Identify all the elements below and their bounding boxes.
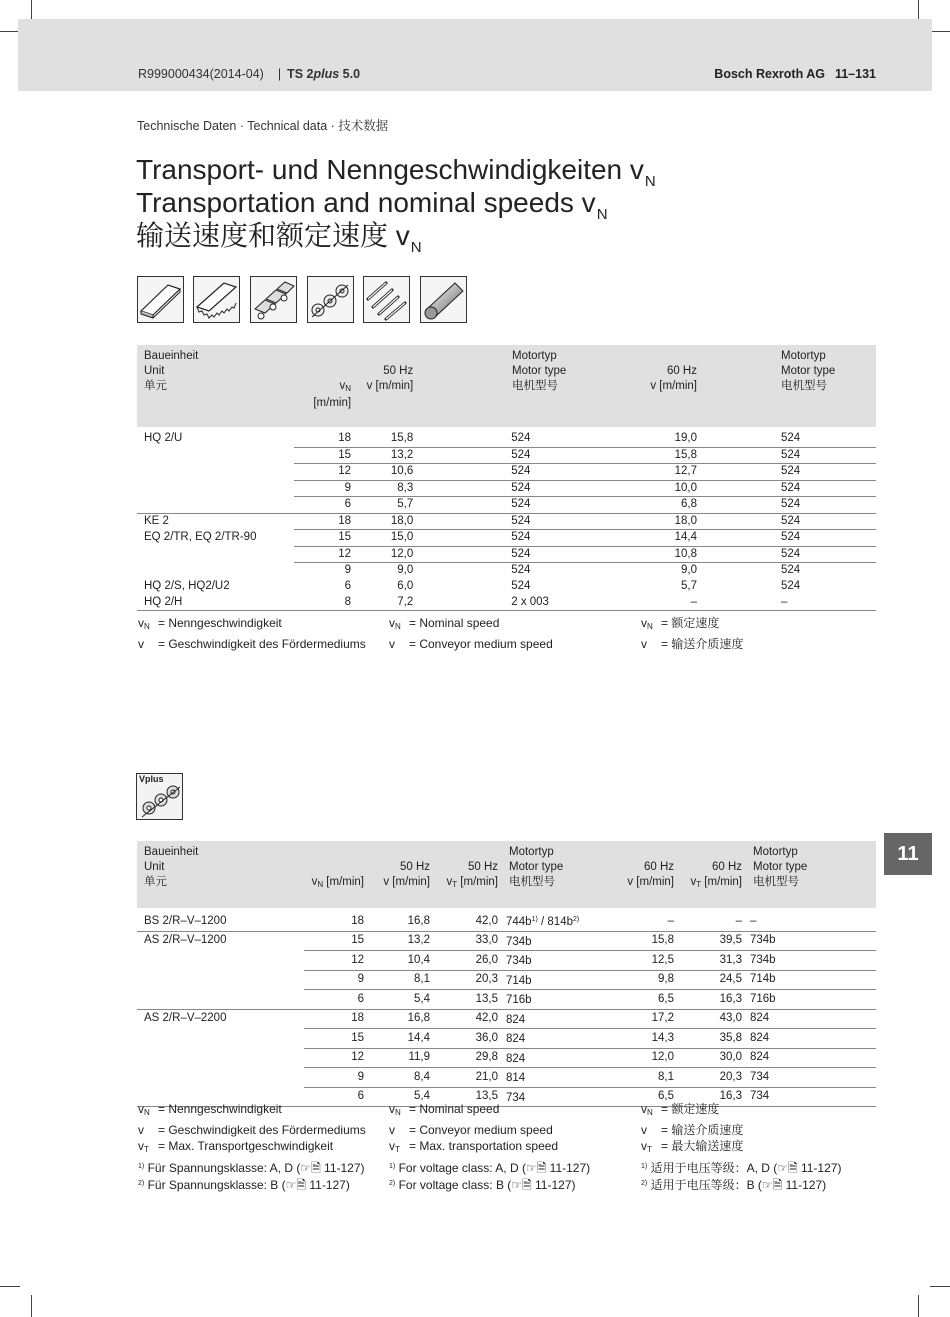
doc-number: R999000434: [138, 67, 210, 81]
cell-unit: [137, 464, 294, 481]
cell-vt60: 43,0: [678, 1009, 746, 1029]
cell-motor50: 524: [417, 427, 553, 447]
table-row: [137, 1048, 876, 1068]
crop-mark: [930, 1286, 950, 1287]
cell-motor50: 714b: [502, 970, 613, 990]
cell-unit: [137, 497, 294, 514]
table-row: [137, 970, 876, 990]
cell-vn: 12: [294, 464, 355, 481]
cell-v50: 12,0: [355, 546, 417, 563]
cell-v60: 6,5: [613, 1087, 678, 1107]
product-name: TS 2plus 5.0: [287, 67, 361, 81]
cell-motor60: –: [746, 908, 876, 931]
cell-vt50: 13,5: [434, 1087, 502, 1107]
cell-unit: [137, 480, 294, 497]
cell-vt60: 16,3: [678, 990, 746, 1010]
cell-vt50: 20,3: [434, 970, 502, 990]
table-row: [137, 990, 876, 1010]
cell-motor50: 524: [417, 513, 553, 530]
col-unit: Baueinheit Unit 单元: [137, 345, 294, 427]
vplus-label: Vplus: [139, 774, 164, 784]
cell-v50: 10,6: [355, 464, 417, 481]
chapter-tab[interactable]: 11: [884, 833, 932, 875]
cell-vt60: 16,3: [678, 1087, 746, 1107]
cell-vt60: 30,0: [678, 1048, 746, 1068]
cell-v50: 11,9: [368, 1048, 434, 1068]
cell-vt50: 13,5: [434, 990, 502, 1010]
speed-table-2: [137, 841, 876, 1107]
cell-vn: 15: [304, 1029, 368, 1049]
cell-unit: [137, 1029, 304, 1049]
cell-v60: 12,0: [613, 1048, 678, 1068]
cell-unit: BS 2/R–V–1200: [137, 908, 304, 931]
flat-top-chain-icon: [250, 276, 297, 323]
cell-motor50: 524: [417, 480, 553, 497]
cell-v60: 17,2: [613, 1009, 678, 1029]
col-vn: $v_N$ [m/min]: [294, 345, 355, 427]
page-number: 11–131: [834, 67, 876, 81]
cell-vn: 18: [294, 513, 355, 530]
cell-v60: 10,8: [553, 546, 701, 563]
legend-zh-1: $v_N$ = 额定速度 v = 输送介质速度: [641, 616, 744, 651]
cell-unit: EQ 2/TR, EQ 2/TR-90: [144, 531, 257, 543]
cell-unit: HQ 2/H: [137, 595, 294, 611]
col-vn: $v_N$ [m/min]: [304, 841, 368, 908]
cell-motor60: –: [701, 595, 876, 611]
col-50hz-motor-label: Motortyp Motor type 电机型号: [512, 350, 567, 392]
cell-v60: 9,0: [680, 564, 697, 576]
cell-motor60: 524: [701, 464, 876, 481]
crop-mark: [0, 1286, 20, 1287]
cell-v60: 15,8: [553, 447, 701, 464]
legend-en-2: $v_N$ = Nominal speed v = Conveyor medium speed $v_T$ = Max. transportation speed $^{1)}$ For voltage class: A, D (☞🗎 11-127) $^{2)}$ For voltage class: B (☞🗎 11-127): [389, 1102, 591, 1192]
col-60hz-vt: 60 Hz $v_T$ [m/min]: [678, 841, 746, 908]
cell-v60: 6,8: [553, 497, 701, 514]
cell-vn: 6: [304, 1087, 368, 1107]
cell-motor50: 524: [417, 464, 553, 481]
table-row: [137, 1068, 876, 1088]
toothed-belt-icon: [193, 276, 240, 323]
section-title: Technische Daten · Technical data · 技术数据: [137, 119, 389, 133]
cell-unit: [137, 563, 294, 579]
cell-vn: 18: [294, 427, 355, 447]
col-60hz-v: 60 Hz v [m/min]: [613, 841, 678, 908]
cell-motor60: 734: [746, 1068, 876, 1088]
cell-vn: 6: [294, 497, 355, 514]
cell-vt60: –: [678, 908, 746, 931]
cell-vn: 18: [304, 1009, 368, 1029]
cell-motor50: 524: [417, 530, 553, 547]
cell-unit: [137, 990, 304, 1010]
legend-zh-2: $v_N$ = 额定速度 v = 输送介质速度 $v_T$ = 最大输送速度 $^{1)}$ 适用于电压等级：A, D (☞🗎 11-127) $^{2)}$ 适用于电压等级：B (☞🗎 11-127): [641, 1102, 842, 1192]
table-row: [137, 480, 876, 497]
cell-unit: [137, 447, 294, 464]
cell-v50: 5,7: [355, 497, 417, 514]
company-name: Bosch Rexroth AG: [714, 67, 825, 81]
crop-mark: [31, 1295, 32, 1317]
cell-v60: –: [553, 595, 701, 611]
cell-v60: 15,8: [613, 931, 678, 951]
cell-motor50: 524: [417, 497, 553, 514]
cell-vt50: 42,0: [434, 908, 502, 931]
cell-v60: –: [613, 908, 678, 931]
table-row: [137, 931, 876, 951]
table-row: [137, 497, 876, 514]
doc-date: (2014-04): [209, 67, 264, 81]
cell-motor60: 716b: [746, 990, 876, 1010]
table-row: [137, 546, 876, 563]
cell-vn: 18: [304, 908, 368, 931]
cell-v50: 14,4: [368, 1029, 434, 1049]
cell-vt60: 24,5: [678, 970, 746, 990]
table-row: [137, 595, 876, 611]
cell-unit: [137, 1048, 304, 1068]
cell-v60: 19,0: [553, 427, 701, 447]
cell-v60: 14,4: [553, 530, 701, 547]
cell-motor50: 524: [511, 564, 531, 576]
table-row: [137, 563, 876, 579]
cell-vn: 12: [294, 546, 355, 563]
cell-v50: 8,3: [355, 480, 417, 497]
cell-motor60: 734b: [746, 951, 876, 971]
page-header-right: [714, 67, 876, 81]
cell-v50: 15,0: [355, 530, 417, 547]
cell-motor50: 734: [502, 1087, 613, 1107]
cell-motor60: 524: [780, 564, 801, 576]
cell-v60: 12,7: [553, 464, 701, 481]
cell-unit: AS 2/R–V–1200: [144, 934, 227, 947]
cell-motor60: 524: [701, 513, 876, 530]
cell-motor60: 524: [701, 497, 876, 514]
cell-vt50: 26,0: [434, 951, 502, 971]
flat-belt-icon: [137, 276, 184, 323]
table-row: [137, 1029, 876, 1049]
cell-v60: 10,0: [553, 480, 701, 497]
cell-motor50: $744b^{1)} / 814b^{2)}$: [502, 908, 613, 931]
page-header-left: R999000434(2014-04) | TS 2plus 5.0: [138, 67, 361, 81]
table-row: [137, 951, 876, 971]
roller-conveyor-icon: [363, 276, 410, 323]
table-row: [137, 1009, 876, 1029]
table-row: [137, 464, 876, 481]
cell-motor50: 524: [511, 579, 531, 592]
cell-motor50: 716b: [502, 990, 613, 1010]
cell-v60: 6,5: [613, 990, 678, 1010]
cell-v60: 18,0: [553, 513, 701, 530]
cell-vn: 15: [294, 530, 355, 547]
legend-de-1: $v_N$ = Nenngeschwindigkeit v = Geschwindigkeit des Fördermediums: [138, 616, 366, 651]
cell-v50: 7,2: [355, 595, 417, 611]
cell-v50: 15,8: [355, 427, 417, 447]
table-row: [137, 530, 876, 547]
cell-unit: AS 2/R–V–2200: [144, 1012, 227, 1025]
cell-vt60: 20,3: [678, 1068, 746, 1088]
cell-v50: 8,4: [368, 1068, 434, 1088]
col-60hz-motor: Motortyp Motor type 电机型号: [746, 841, 876, 908]
cell-v50: 5,4: [368, 1087, 434, 1107]
cell-vn: 6: [344, 579, 352, 592]
cell-motor60: 824: [746, 1029, 876, 1049]
cell-v50: 16,8: [368, 1009, 434, 1029]
cell-v50: 8,1: [368, 970, 434, 990]
page-title-de: Transport- und Nenngeschwindigkeiten $v_N$: [136, 154, 656, 190]
cell-vt50: 42,0: [434, 1009, 502, 1029]
cell-motor50: 824: [502, 1048, 613, 1068]
cell-unit: HQ 2/U: [144, 432, 183, 445]
crop-mark: [918, 1295, 919, 1317]
cell-v50: 13,2: [368, 931, 434, 951]
legend-de-2: $v_N$ = Nenngeschwindigkeit v = Geschwindigkeit des Fördermediums $v_T$ = Max. Transportgeschwindigkeit $^{1)}$ Für Spannungsklasse: A, D (☞🗎 11-127) $^{2)}$ Für Spannungsklasse: B (☞🗎 11-127): [138, 1102, 366, 1192]
cell-vn: 6: [304, 990, 368, 1010]
cell-motor50: 824: [502, 1009, 613, 1029]
col-50hz-vt: 50 Hz $v_T$ [m/min]: [434, 841, 502, 908]
cell-v50: 16,8: [368, 908, 434, 931]
cell-motor60: 824: [746, 1009, 876, 1029]
cell-motor60: 714b: [746, 970, 876, 990]
col-60hz-v: 60 Hz v [m/min]: [553, 345, 701, 427]
table-row: [137, 513, 876, 530]
cell-unit: [137, 546, 294, 563]
cell-unit: [137, 1068, 304, 1088]
cell-vn: 15: [294, 447, 355, 464]
cell-v50: 9,0: [397, 564, 414, 576]
cell-vn: 9: [304, 1068, 368, 1088]
page-title-en: Transportation and nominal speeds $v_N$: [136, 187, 608, 223]
cell-v60: 12,5: [613, 951, 678, 971]
cell-vt50: 21,0: [434, 1068, 502, 1088]
speed-table-1: [137, 345, 876, 611]
col-60hz-motor: Motortyp Motor type 电机型号: [701, 345, 876, 427]
cell-v60: 5,7: [680, 579, 697, 592]
cell-v50: 13,2: [355, 447, 417, 464]
cell-motor50: 824: [502, 1029, 613, 1049]
cell-motor60: 524: [701, 530, 876, 547]
cell-v60: 9,8: [613, 970, 678, 990]
table-row: [137, 579, 876, 595]
cell-v50: 10,4: [368, 951, 434, 971]
cell-motor60: 524: [701, 427, 876, 447]
cell-vt60: 31,3: [678, 951, 746, 971]
cell-unit: HQ 2/S, HQ2/U2: [144, 579, 230, 592]
cell-motor50: 2 x 003: [417, 595, 553, 611]
cell-motor50: 524: [417, 447, 553, 464]
cell-vt50: 33,0: [434, 931, 502, 951]
cell-vt60: 39,5: [678, 931, 746, 951]
table-row: [137, 908, 876, 931]
cell-motor60: 824: [746, 1048, 876, 1068]
cell-vn: 9: [344, 564, 352, 576]
table-header-row: [137, 841, 876, 908]
cell-vt50: 36,0: [434, 1029, 502, 1049]
col-50hz-v: 50 Hz v [m/min]: [355, 345, 417, 427]
round-belt-icon: [420, 276, 467, 323]
cell-motor60: 524: [780, 579, 801, 592]
cell-vn: 9: [304, 970, 368, 990]
cell-v60: 14,3: [613, 1029, 678, 1049]
cell-vn: 12: [304, 951, 368, 971]
cell-v50: 6,0: [397, 579, 414, 592]
cell-vn: 12: [304, 1048, 368, 1068]
cell-motor50: 734b: [502, 931, 613, 951]
cell-motor50: 734b: [502, 951, 613, 971]
cell-vn: 8: [294, 595, 355, 611]
vplus-chain-icon: [136, 773, 183, 820]
page-title-zh: 输送速度和额定速度 $v_N$: [136, 220, 422, 256]
cell-unit: [137, 970, 304, 990]
cell-unit: [137, 951, 304, 971]
col-unit: Baueinheit Unit 单元: [137, 841, 304, 908]
col-50hz-motor: Motortyp Motor type 电机型号: [502, 841, 613, 908]
col-50hz-v: 50 Hz v [m/min]: [368, 841, 434, 908]
crop-mark: [930, 31, 950, 32]
cell-vn: 9: [294, 480, 355, 497]
crop-mark: [0, 31, 20, 32]
cell-v50: 5,4: [368, 990, 434, 1010]
cell-motor50: 524: [417, 546, 553, 563]
cell-motor50: 814: [502, 1068, 613, 1088]
cell-v60: 8,1: [613, 1068, 678, 1088]
cell-unit: KE 2: [144, 514, 169, 527]
legend-en-1: $v_N$ = Nominal speed v = Conveyor medium speed: [389, 616, 553, 651]
cell-motor60: 524: [701, 447, 876, 464]
table-row: [137, 447, 876, 464]
accumulation-roller-chain-icon: [307, 276, 354, 323]
table-header-row: [137, 345, 876, 427]
cell-motor60: 734: [746, 1087, 876, 1107]
cell-vt60: 35,8: [678, 1029, 746, 1049]
cell-motor60: 524: [701, 480, 876, 497]
table-row: [137, 427, 876, 447]
cell-vn: 15: [304, 931, 368, 951]
cell-vt50: 29,8: [434, 1048, 502, 1068]
cell-motor60: 734b: [746, 931, 876, 951]
cell-v50: 18,0: [355, 513, 417, 530]
cell-motor60: 524: [701, 546, 876, 563]
